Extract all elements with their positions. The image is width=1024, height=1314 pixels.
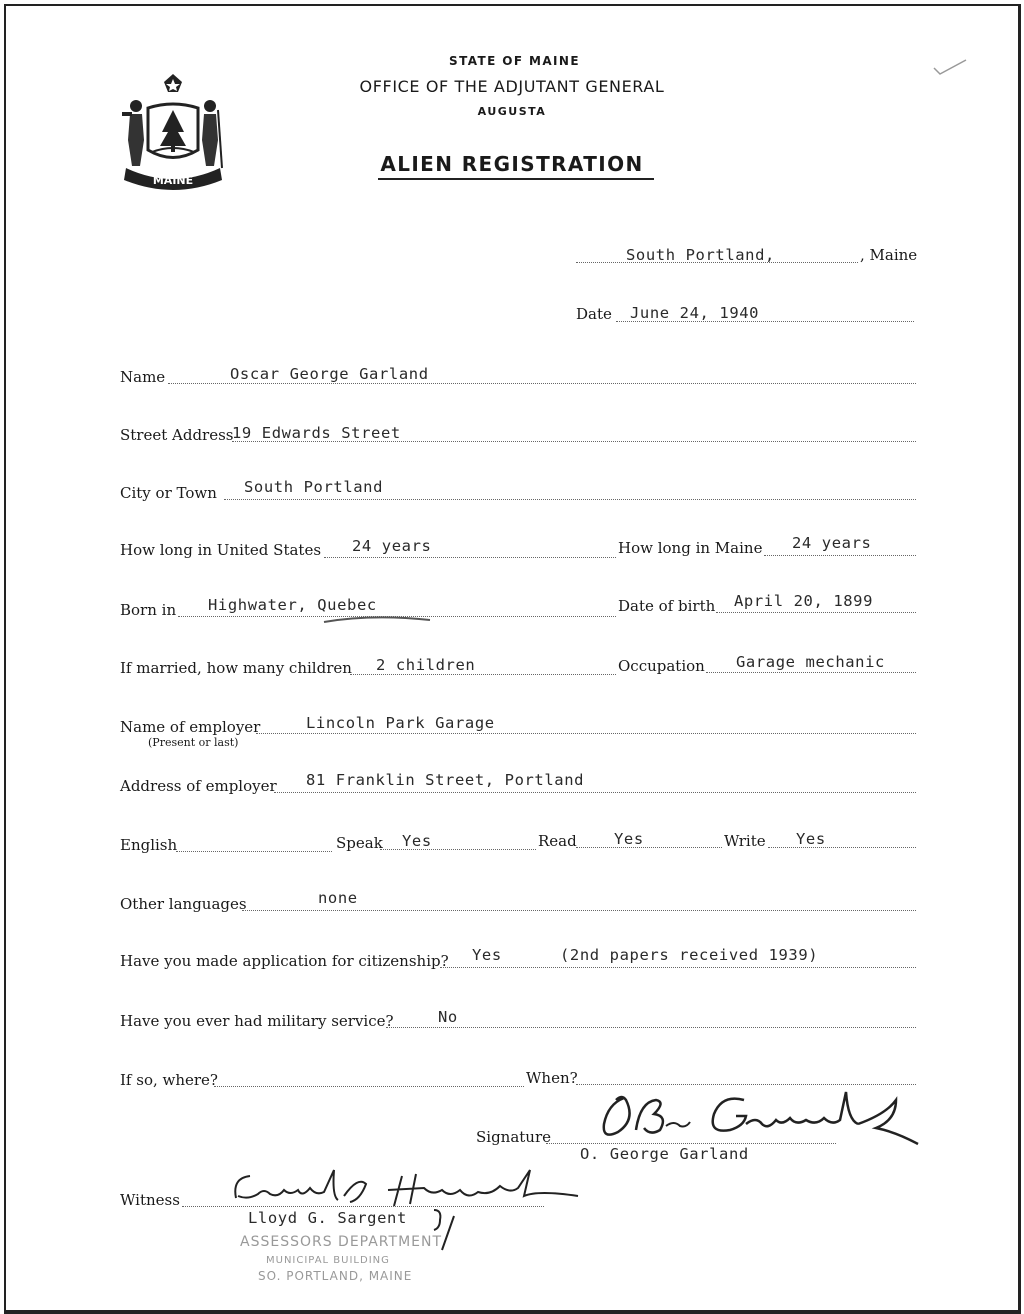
born-in-value: Highwater, Quebec bbox=[208, 596, 377, 614]
date-of-birth-label: Date of birth bbox=[618, 597, 716, 615]
form-title: ALIEN REGISTRATION bbox=[380, 152, 644, 176]
typed-witness: Lloyd G. Sargent bbox=[248, 1209, 407, 1227]
write-label: Write bbox=[724, 832, 766, 850]
typed-signature: O. George Garland bbox=[580, 1145, 749, 1163]
other-languages-label: Other languages bbox=[120, 895, 247, 913]
read-label: Read bbox=[538, 832, 577, 850]
when-label: When? bbox=[526, 1069, 578, 1087]
office-heading: OFFICE OF THE ADJUTANT GENERAL bbox=[359, 77, 665, 96]
other-languages-line bbox=[242, 910, 916, 911]
english-line bbox=[176, 851, 332, 852]
where-label: If so, where? bbox=[120, 1071, 218, 1089]
children-label: If married, how many children bbox=[120, 659, 352, 677]
seal-banner-text: MAINE bbox=[152, 174, 194, 187]
date-of-birth-value: April 20, 1899 bbox=[734, 592, 874, 610]
maine-suffix-label: , Maine bbox=[860, 246, 918, 264]
how-long-maine-label: How long in Maine bbox=[618, 539, 763, 557]
how-long-maine-line bbox=[764, 555, 916, 556]
where-line bbox=[214, 1086, 524, 1087]
military-value: No bbox=[438, 1008, 458, 1026]
occupation-line bbox=[706, 672, 916, 673]
occupation-value: Garage mechanic bbox=[736, 653, 885, 671]
name-label: Name bbox=[120, 368, 166, 386]
employer-note: (Present or last) bbox=[148, 736, 239, 749]
speak-value: Yes bbox=[402, 832, 432, 850]
read-value: Yes bbox=[614, 830, 644, 848]
date-value: June 24, 1940 bbox=[630, 304, 760, 322]
military-line bbox=[386, 1027, 916, 1028]
stamp-line-3: SO. PORTLAND, MAINE bbox=[258, 1269, 413, 1283]
write-value: Yes bbox=[796, 830, 826, 848]
state-heading: STATE OF MAINE bbox=[449, 54, 580, 68]
employer-address-line bbox=[274, 792, 916, 793]
occupation-label: Occupation bbox=[618, 657, 705, 675]
signature-label: Signature bbox=[476, 1128, 552, 1146]
city-town-line bbox=[224, 499, 916, 500]
date-label: Date bbox=[576, 305, 612, 323]
how-long-us-label: How long in United States bbox=[120, 541, 322, 559]
title-underline bbox=[378, 178, 654, 180]
employer-address-value: 81 Franklin Street, Portland bbox=[306, 771, 585, 789]
born-in-label: Born in bbox=[120, 601, 177, 619]
stamp-line-1: ASSESSORS DEPARTMENT bbox=[240, 1234, 443, 1250]
write-line bbox=[768, 847, 916, 848]
name-line bbox=[168, 383, 916, 384]
how-long-us-line bbox=[324, 557, 616, 558]
other-languages-value: none bbox=[318, 889, 358, 907]
english-label: English bbox=[120, 836, 178, 854]
children-line bbox=[350, 674, 616, 675]
speak-label: Speak bbox=[336, 834, 383, 852]
military-label: Have you ever had military service? bbox=[120, 1012, 394, 1030]
city-heading: AUGUSTA bbox=[477, 105, 547, 118]
street-label: Street Address bbox=[120, 426, 234, 444]
city-town-label: City or Town bbox=[120, 484, 217, 502]
citizenship-line bbox=[440, 967, 916, 968]
date-of-birth-line bbox=[716, 612, 916, 613]
stamp-line-2: MUNICIPAL BUILDING bbox=[266, 1255, 390, 1266]
town-value: South Portland, bbox=[626, 246, 775, 264]
how-long-maine-value: 24 years bbox=[792, 534, 872, 552]
city-town-value: South Portland bbox=[244, 478, 384, 496]
children-value: 2 children bbox=[376, 656, 476, 674]
street-value: 19 Edwards Street bbox=[232, 424, 401, 442]
read-line bbox=[576, 847, 722, 848]
how-long-us-value: 24 years bbox=[352, 537, 432, 555]
handwritten-witness-signature bbox=[228, 1166, 588, 1214]
handwritten-signature bbox=[596, 1080, 926, 1150]
check-mark-icon bbox=[932, 56, 968, 78]
employer-value: Lincoln Park Garage bbox=[306, 714, 495, 732]
employer-label: Name of employer bbox=[120, 718, 261, 736]
witness-label: Witness bbox=[120, 1191, 180, 1209]
name-value: Oscar George Garland bbox=[230, 365, 429, 383]
underline-scribble bbox=[322, 612, 432, 626]
citizenship-label: Have you made application for citizenship? bbox=[120, 952, 449, 970]
citizenship-value: Yes bbox=[472, 946, 502, 964]
employer-address-label: Address of employer bbox=[120, 777, 277, 795]
citizenship-note-value: (2nd papers received 1939) bbox=[560, 946, 819, 964]
employer-line bbox=[256, 733, 916, 734]
